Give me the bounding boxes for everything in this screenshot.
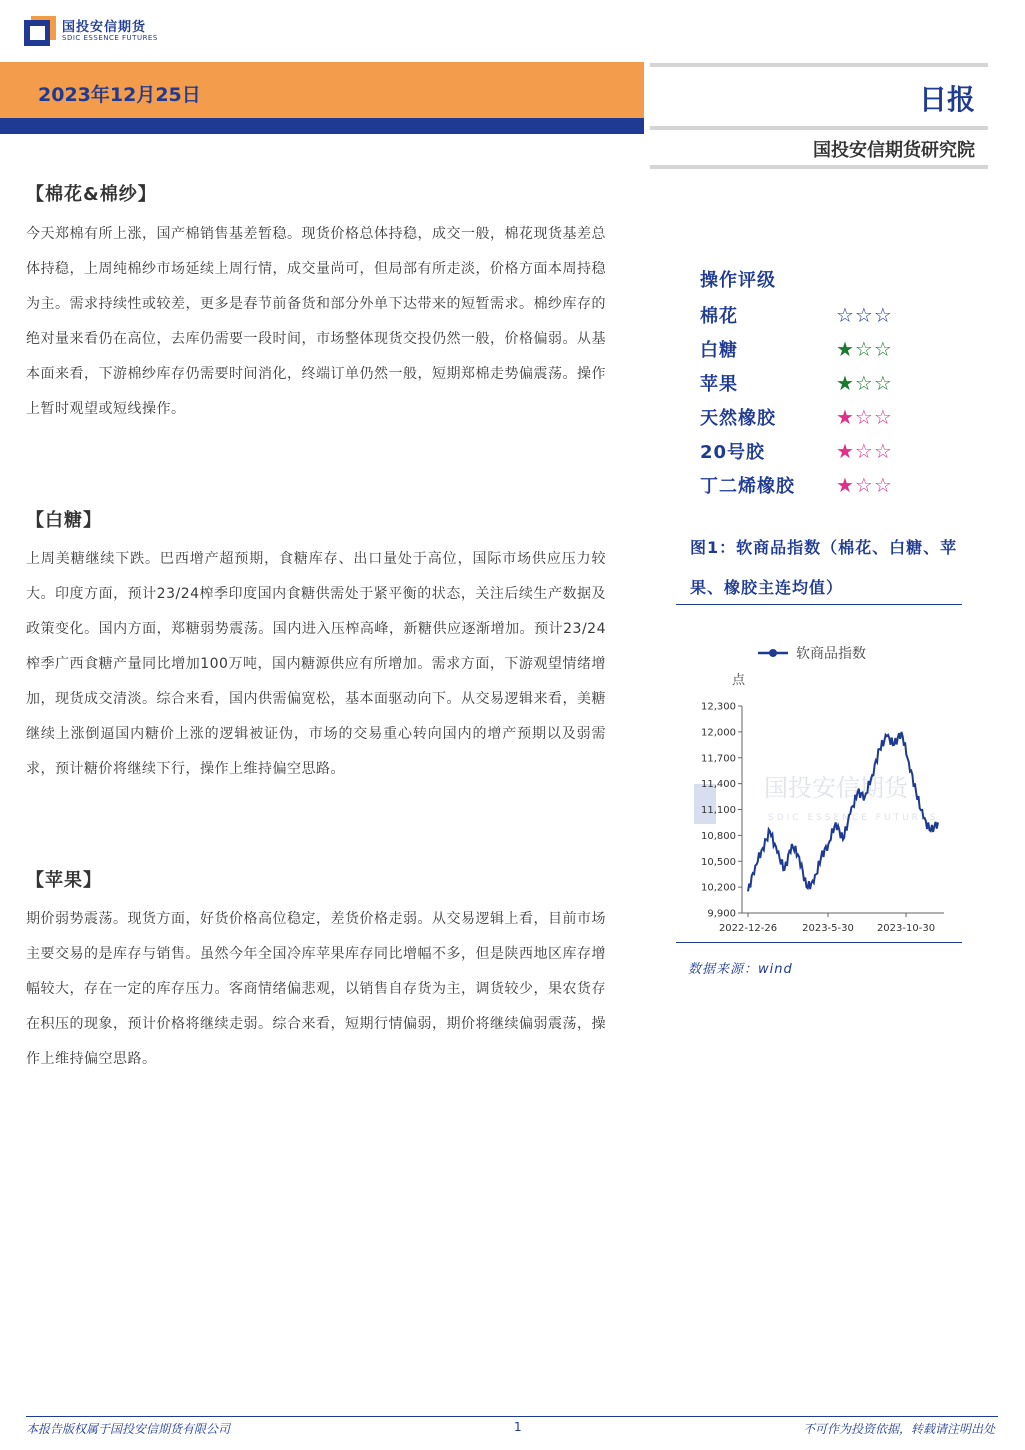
rating-name: 丁二烯橡胶 xyxy=(700,476,795,497)
y-tick-label: 10,800 xyxy=(701,830,736,842)
rating-row xyxy=(700,332,950,366)
y-tick-label: 11,100 xyxy=(701,805,736,816)
rating-name: 天然橡胶 xyxy=(700,408,776,429)
y-tick-label: 9,900 xyxy=(707,908,736,920)
legend-label: 软商品指数 xyxy=(796,646,866,662)
chart-container xyxy=(676,636,962,942)
header-divider xyxy=(650,126,988,130)
section-title-cotton: 【棉花&棉纱】 xyxy=(26,184,157,205)
institute-name: 国投安信期货研究院 xyxy=(813,140,975,161)
footer-divider xyxy=(26,1416,998,1417)
x-tick-label: 2022-12-26 xyxy=(718,923,778,934)
rating-name: 棉花 xyxy=(700,306,738,327)
report-type: 日报 xyxy=(918,83,975,116)
legend-marker xyxy=(769,649,777,657)
rating-stars-icon: ★☆☆ xyxy=(836,371,893,395)
logo-name-en: SDIC ESSENCE FUTURES xyxy=(62,34,158,43)
rating-row xyxy=(700,298,950,332)
rating-name: 苹果 xyxy=(700,374,738,395)
rating-stars-icon: ★☆☆ xyxy=(836,439,893,463)
data-source: 数据来源：wind xyxy=(688,962,793,977)
rating-row xyxy=(700,400,950,434)
page-number: 1 xyxy=(514,1420,522,1434)
section-title-apple: 【苹果】 xyxy=(26,870,102,891)
footer-disclaimer: 不可作为投资依据，转载请注明出处 xyxy=(802,1422,995,1436)
y-tick-label: 11,700 xyxy=(701,753,736,765)
header-divider xyxy=(650,165,988,169)
watermark-text: SDIC ESSENCE FUTURES xyxy=(768,813,939,823)
section-body-sugar: 上周美糖继续下跌。巴西增产超预期，食糖库存、出口量处于高位，国际市场供应压力较大。印度方面，预计23/24榨季印度国内食糖供需处于紧平衡的状态，关注后续生产数据及政策变化。国内方面，郑糖弱势震荡。国内进入压榨高峰，新糖供应逐渐增加。预计23/24榨季广西食糖产量同比增加100万吨，国内糖源供应有所增加。需求方面，下游观望情绪增加，现货成交清淡。综合来看，国内供需偏宽松，基本面驱动向下。从交易逻辑来看，美糖继续上涨倒逼国内糖价上涨的逻辑被证伪，市场的交易重心转向国内的增产预期以及弱需求，预计糖价将继续下行，操作上维持偏空思路。 xyxy=(26,551,606,777)
rating-name: 白糖 xyxy=(700,340,738,361)
watermark-text: 国投安信期货 xyxy=(764,774,908,802)
rating-stars-icon: ★☆☆ xyxy=(836,473,893,497)
x-tick-label: 2023-5-30 xyxy=(802,923,854,934)
y-tick-label: 11,400 xyxy=(701,779,736,791)
section-title-sugar: 【白糖】 xyxy=(26,510,102,531)
y-tick-label: 10,500 xyxy=(701,856,736,868)
logo-name-cn: 国投安信期货 xyxy=(62,20,147,35)
operation-ratings xyxy=(700,264,950,502)
y-tick-label: 12,000 xyxy=(701,727,736,739)
rating-stars-icon: ★☆☆ xyxy=(836,337,893,361)
report-date: 2023年12月25日 xyxy=(38,84,201,106)
footer-copyright: 本报告版权属于国投安信期货有限公司 xyxy=(26,1422,231,1436)
rating-stars-icon: ☆☆☆ xyxy=(836,303,893,327)
rating-name: 20号胶 xyxy=(700,442,766,463)
header-divider xyxy=(650,63,988,67)
logo-mark-icon xyxy=(24,16,56,48)
rating-row xyxy=(700,468,950,502)
header-blue-bar xyxy=(0,118,644,134)
ratings-title: 操作评级 xyxy=(700,270,776,291)
rating-row xyxy=(700,366,950,400)
company-logo xyxy=(24,16,158,48)
figure-rule xyxy=(676,604,962,605)
y-axis-label: 点 xyxy=(732,673,746,688)
rating-row xyxy=(700,434,950,468)
y-tick-label: 12,300 xyxy=(701,701,736,713)
series-line-soft-commodity-index xyxy=(748,732,938,892)
section-body-cotton: 今天郑棉有所上涨，国产棉销售基差暂稳。现货价格总体持稳，成交一般，棉花现货基差总体持稳，上周纯棉纱市场延续上周行情，成交量尚可，但局部有所走淡，价格方面本周持稳为主。需求持续性或较差，更多是春节前备货和部分外单下达带来的短暂需求。棉纱库存的绝对量来看仍在高位，去库仍需要一段时间，市场整体现货交投仍然一般，价格偏弱。从基本面来看，下游棉纱库存仍需要时间消化，终端订单仍然一般，短期郑棉走势偏震荡。操作上暂时观望或短线操作。 xyxy=(26,226,606,417)
x-tick-label: 2023-10-30 xyxy=(876,923,936,934)
soft-commodity-chart xyxy=(676,636,962,942)
figure-caption: 图1：软商品指数（棉花、白糖、苹果、橡胶主连均值） xyxy=(690,538,958,597)
rating-stars-icon: ★☆☆ xyxy=(836,405,893,429)
figure-rule xyxy=(676,942,962,943)
section-body-apple: 期价弱势震荡。现货方面，好货价格高位稳定，差货价格走弱。从交易逻辑上看，目前市场主要交易的是库存与销售。虽然今年全国冷库苹果库存同比增幅不多，但是陕西地区库存增幅较大，存在一定的库存压力。客商情绪偏悲观，以销售自存货为主，调货较少，果农货存在积压的现象，预计价格将继续走弱。综合来看，短期行情偏弱，期价将继续偏弱震荡，操作上维持偏空思路。 xyxy=(26,911,606,1067)
y-tick-label: 10,200 xyxy=(701,882,736,894)
